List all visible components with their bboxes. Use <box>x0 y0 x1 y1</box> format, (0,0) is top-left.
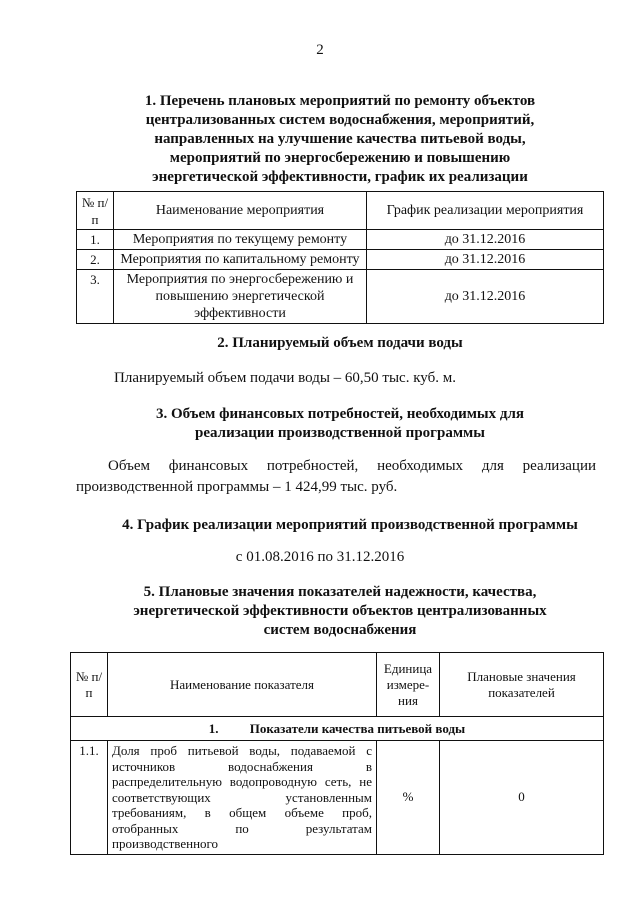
heading-line: энергетической эффективности, график их реализации <box>152 169 528 185</box>
header-schedule: График реализации мероприятия <box>367 192 604 230</box>
desc-line: требованиям, в общем объеме проб, <box>112 805 372 820</box>
row-date: до 31.12.2016 <box>367 250 604 270</box>
desc-line: распределительную водопроводную сеть, не <box>112 774 372 789</box>
group-row <box>71 717 604 741</box>
table-row <box>77 250 604 270</box>
heading-line: направленных на улучшение качества питьевой воды, <box>154 131 526 147</box>
section1-heading <box>60 92 620 187</box>
row-num: 2. <box>77 250 114 270</box>
row-name: Мероприятия по текущему ремонту <box>114 230 367 250</box>
section2-text: Планируемый объем подачи воды – 60,50 тыс. куб. м. <box>114 370 456 386</box>
heading-line: 3. Объем финансовых потребностей, необходимых для <box>155 406 525 422</box>
heading-line: энергетической эффективности объектов централизованных <box>133 603 547 619</box>
heading-line: 5. Плановые значения показателей надежности, качества, <box>143 584 537 600</box>
group-num: 1. <box>208 720 219 736</box>
section2-heading: 2. Планируемый объем подачи воды <box>217 335 463 351</box>
heading-line: реализации производственной программы <box>195 425 485 441</box>
section3-text-line1: Объем финансовых потребностей, необходимых для реализации <box>108 458 596 474</box>
page-number: 2 <box>316 42 324 58</box>
header-unit: Единица измере-ния <box>377 653 440 717</box>
table-row <box>77 270 604 324</box>
row-value: 0 <box>440 741 604 855</box>
table-row <box>71 741 604 855</box>
heading-line: мероприятий по энергосбережению и повышению <box>169 150 511 166</box>
section4-heading: 4. График реализации мероприятий производственной программы <box>122 517 578 533</box>
section4-period: с 01.08.2016 по 31.12.2016 <box>235 549 405 565</box>
desc-line: источников водоснабжения в <box>112 758 372 774</box>
row-date: до 31.12.2016 <box>367 230 604 250</box>
row-num: 3. <box>77 270 114 324</box>
indicators-table <box>70 652 604 855</box>
heading-line: 1. Перечень плановых мероприятий по ремонту объектов <box>144 93 536 109</box>
section3-heading <box>60 405 620 443</box>
row-description <box>108 741 377 855</box>
header-num: № п/п <box>71 653 108 717</box>
row-name: Мероприятия по капитальному ремонту <box>114 250 367 270</box>
header-plan: Плановые значения показателей <box>440 653 604 717</box>
heading-line: централизованных систем водоснабжения, мероприятий, <box>145 112 535 128</box>
desc-line: отобранных по результатам производственного <box>112 820 372 851</box>
header-indicator: Наименование показателя <box>108 653 377 717</box>
row-num: 1. <box>77 230 114 250</box>
table-row <box>77 230 604 250</box>
measures-table <box>76 191 604 324</box>
heading-line: систем водоснабжения <box>263 622 417 638</box>
table-header-row <box>71 653 604 717</box>
row-num: 1.1. <box>71 741 108 855</box>
desc-line: Доля проб питьевой воды, подаваемой с <box>112 743 372 758</box>
header-name: Наименование мероприятия <box>114 192 367 230</box>
header-num: № п/п <box>77 192 114 230</box>
section3-text-line2: производственной программы – 1 424,99 тыс. руб. <box>76 479 398 495</box>
row-name: Мероприятия по энергосбережению и повышению энергетической эффективности <box>114 270 367 324</box>
table-header-row <box>77 192 604 230</box>
desc-line: соответствующих установленным <box>112 789 372 805</box>
row-unit: % <box>377 741 440 855</box>
group-title: Показатели качества питьевой воды <box>249 720 466 736</box>
group-cell <box>71 717 604 741</box>
section5-heading <box>60 583 620 640</box>
row-date: до 31.12.2016 <box>367 270 604 324</box>
